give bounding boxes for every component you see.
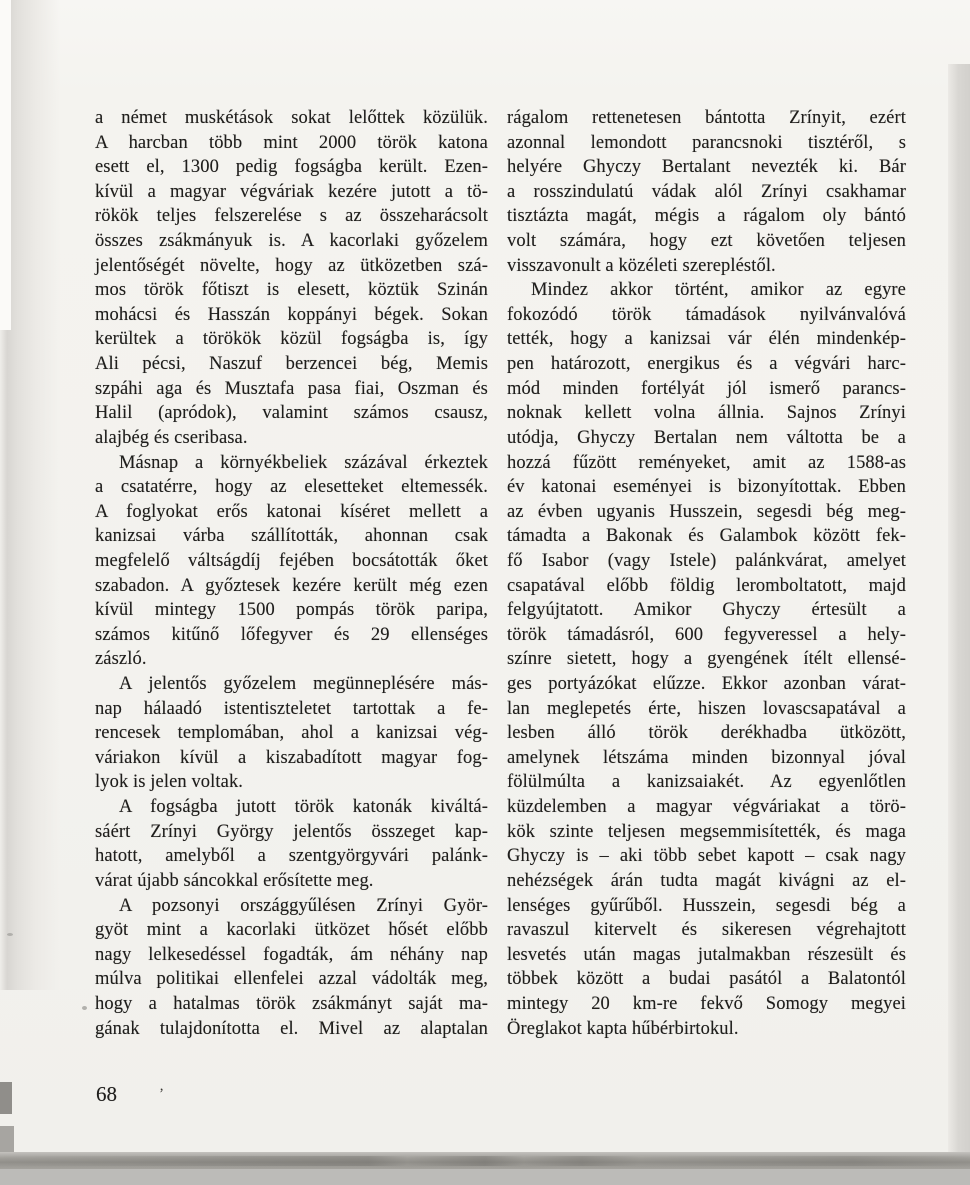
text-line: visszavonult a közéleti szerepléstől.	[507, 255, 776, 276]
text-line: gyöt mint a kacorlaki ütközet hősét előbb	[95, 920, 488, 941]
text-line: rencesek templomában, ahol a kanizsai vég-	[95, 723, 488, 744]
page-left-edge-highlight	[0, 0, 11, 330]
text-line: fokozódó török támadások nyilvánvalóvá	[507, 304, 906, 325]
text-line: jelentőségét növelte, hogy az ütközetben szá-	[95, 255, 488, 276]
text-line: Öreglakot kapta hűbérbirtokul.	[507, 1018, 739, 1039]
text-line: váriakon kívül a kiszabadított magyar fog-	[95, 747, 488, 768]
text-line: kanizsai várba szállították, ahonnan csak	[95, 526, 488, 547]
text-line: azonnal lemondott parancsnoki tisztéről, s	[507, 132, 906, 153]
text-line: számos kitűnő lőfegyver és 29 ellenséges	[95, 624, 488, 645]
paragraph	[95, 451, 488, 672]
text-line: Mindez akkor történt, amikor az egyre	[531, 280, 906, 301]
text-line: hogy a hatalmas török zsákmányt saját ma-	[95, 993, 488, 1014]
footer-ink-mark: ’	[159, 1086, 164, 1102]
book-bottom-edge-texture	[0, 1156, 970, 1166]
text-line: utódja, Ghyczy Bertalan nem váltotta be a	[507, 427, 906, 448]
paragraph	[95, 672, 488, 795]
text-line: Halil (apródok), valamint számos csausz,	[95, 403, 488, 424]
text-line: gának tulajdonította el. Mivel az alaptalan	[95, 1018, 488, 1039]
text-line: zászló.	[95, 649, 147, 670]
text-line: kívül mintegy 1500 pompás török paripa,	[95, 600, 488, 621]
text-line: ravaszul kitervelt és sikeresen végrehajtott	[507, 920, 906, 941]
text-line: A harcban több mint 2000 török katona	[95, 132, 488, 153]
text-line: esett el, 1300 pedig fogságba került. Ezen-	[95, 157, 488, 178]
scan-background-surface	[0, 1169, 970, 1185]
text-line: az évben ugyanis Husszein, segesdi bég meg-	[507, 501, 906, 522]
text-line: A pozsonyi országgyűlésen Zrínyi Györ-	[119, 895, 488, 916]
text-line: fölülmúlta a kanizsaiakét. Az egyenlőtlen	[507, 772, 906, 793]
text-line: noknak kellett volna állnia. Sajnos Zrínyi	[507, 403, 906, 424]
paragraph	[95, 894, 488, 1042]
text-line: ges portyázókat elűzze. Ekkor azonban várat-	[507, 674, 906, 695]
text-line: fő Isabor (vagy Istele) palánkvárat, amelyet	[507, 550, 906, 571]
text-line: volt számára, hogy ezt követően teljesen	[507, 231, 906, 252]
text-line: összes zsákmányuk is. A kacorlaki győzelem	[95, 231, 488, 252]
text-line: lyok is jelen voltak.	[95, 772, 244, 793]
text-line: tették, hogy a kanizsai vár élén mindenkép-	[507, 329, 906, 350]
text-line: kívül a magyar végváriak kezére jutott a tö-	[95, 181, 488, 202]
text-line: szabadon. A győztesek kezére került még ezen	[95, 575, 488, 596]
text-line: nehézségek árán tudta magát kivágni az el-	[507, 870, 906, 891]
text-line: Másnap a környékbeliek százával érkeztek	[119, 452, 488, 473]
page-number: 68	[96, 1082, 117, 1106]
text-line: kerültek a törökök közül fogságba is, így	[95, 329, 488, 350]
text-line: helyére Ghyczy Bertalant nevezték ki. Bár	[507, 157, 906, 178]
text-line: többek között a budai pasától a Balatontól	[507, 969, 906, 990]
text-line: A jelentős győzelem megünneplésére más-	[119, 674, 488, 695]
text-line: mód minden fortélyát jól ismerő parancs-	[507, 378, 906, 399]
text-line: mohácsi és Hasszán koppányi bégek. Sokan	[95, 304, 488, 325]
paragraph	[507, 278, 906, 1041]
text-line: a csatatérre, hogy az elesetteket eltemessék.	[95, 477, 488, 498]
paragraph	[95, 795, 488, 893]
text-column-right	[507, 106, 906, 1041]
text-line: amelynek létszáma minden bizonnyal jóval	[507, 747, 906, 768]
text-column-left	[95, 106, 488, 1041]
text-line: alajbég és cseribasa.	[95, 427, 248, 448]
text-line: hozzá fűzött reményeket, amit az 1588-as	[507, 452, 906, 473]
text-line: A fogságba jutott török katonák kiváltá-	[119, 797, 488, 818]
scan-corner-artifact	[0, 1082, 12, 1114]
text-line: lesben álló török derékhadba ütközött,	[507, 723, 906, 744]
text-line: lenséges gyűrűből. Husszein, segesdi bég a	[507, 895, 906, 916]
text-line: rökök teljes felszerelése s az összeharácsolt	[95, 206, 488, 227]
text-line: hatott, amelyből a szentgyörgyvári palánk-	[95, 846, 488, 867]
text-line: nap hálaadó istentiszteletet tartottak a fe-	[95, 698, 488, 719]
scan-speck	[82, 1006, 87, 1010]
text-line: pen határozott, energikus és a végvári harc-	[507, 354, 906, 375]
text-line: felgyújtatott. Amikor Ghyczy értesült a	[507, 600, 906, 621]
text-line: Ghyczy is – aki több sebet kapott – csak nagy	[507, 846, 906, 867]
text-line: szpáhi aga és Musztafa pasa fiai, Oszman és	[95, 378, 488, 399]
text-line: nagy lelkesedéssel fogadták, ám néhány nap	[95, 944, 488, 965]
text-line: rágalom rettenetesen bántotta Zrínyit, ezért	[507, 108, 906, 128]
text-line: Ali pécsi, Naszuf berzencei bég, Memis	[95, 354, 488, 375]
paragraph	[507, 106, 906, 278]
text-line: színre sietett, hogy a gyengének ítélt ellensé-	[507, 649, 906, 670]
page-right-edge-shadow	[948, 64, 970, 1154]
text-line: török támadásról, 600 fegyveressel a hely-	[507, 624, 906, 645]
text-line: támadta a Bakonak és Galambok között fek-	[507, 526, 906, 547]
text-line: tisztázta magát, mégis a rágalom oly bántó	[507, 206, 906, 227]
text-line: küzdelemben a magyar végváriakat a törö-	[507, 797, 906, 818]
text-line: kök szinte teljesen megsemmisítették, és maga	[507, 821, 906, 842]
text-line: lesvetés után magas jutalmakban részesült és	[507, 944, 906, 965]
text-line: csapatával előbb földig leromboltatott, majd	[507, 575, 906, 596]
text-line: mintegy 20 km-re fekvő Somogy megyei	[507, 993, 906, 1014]
text-line: mos török főtiszt is elesett, köztük Szinán	[95, 280, 488, 301]
text-line: várat újabb sáncokkal erősítette meg.	[95, 870, 374, 891]
text-line: A foglyokat erős katonai kíséret mellett a	[95, 501, 488, 522]
text-line: év katonai eseményei is bizonyítottak. Ebben	[507, 477, 906, 498]
scan-speck	[7, 933, 13, 936]
text-line: lan meglepetés érte, hiszen lovascsapatával a	[507, 698, 906, 719]
paragraph	[95, 106, 488, 451]
text-line: megfelelő váltságdíj fejében bocsátották őket	[95, 550, 488, 571]
text-line: a német muskétások sokat lelőttek közülük.	[95, 108, 488, 128]
text-line: múlva politikai ellenfelei azzal vádolták meg,	[95, 969, 488, 990]
text-line: a rosszindulatú vádak alól Zrínyi csakhamar	[507, 181, 906, 202]
text-line: sáért Zrínyi György jelentős összeget kap-	[95, 821, 488, 842]
